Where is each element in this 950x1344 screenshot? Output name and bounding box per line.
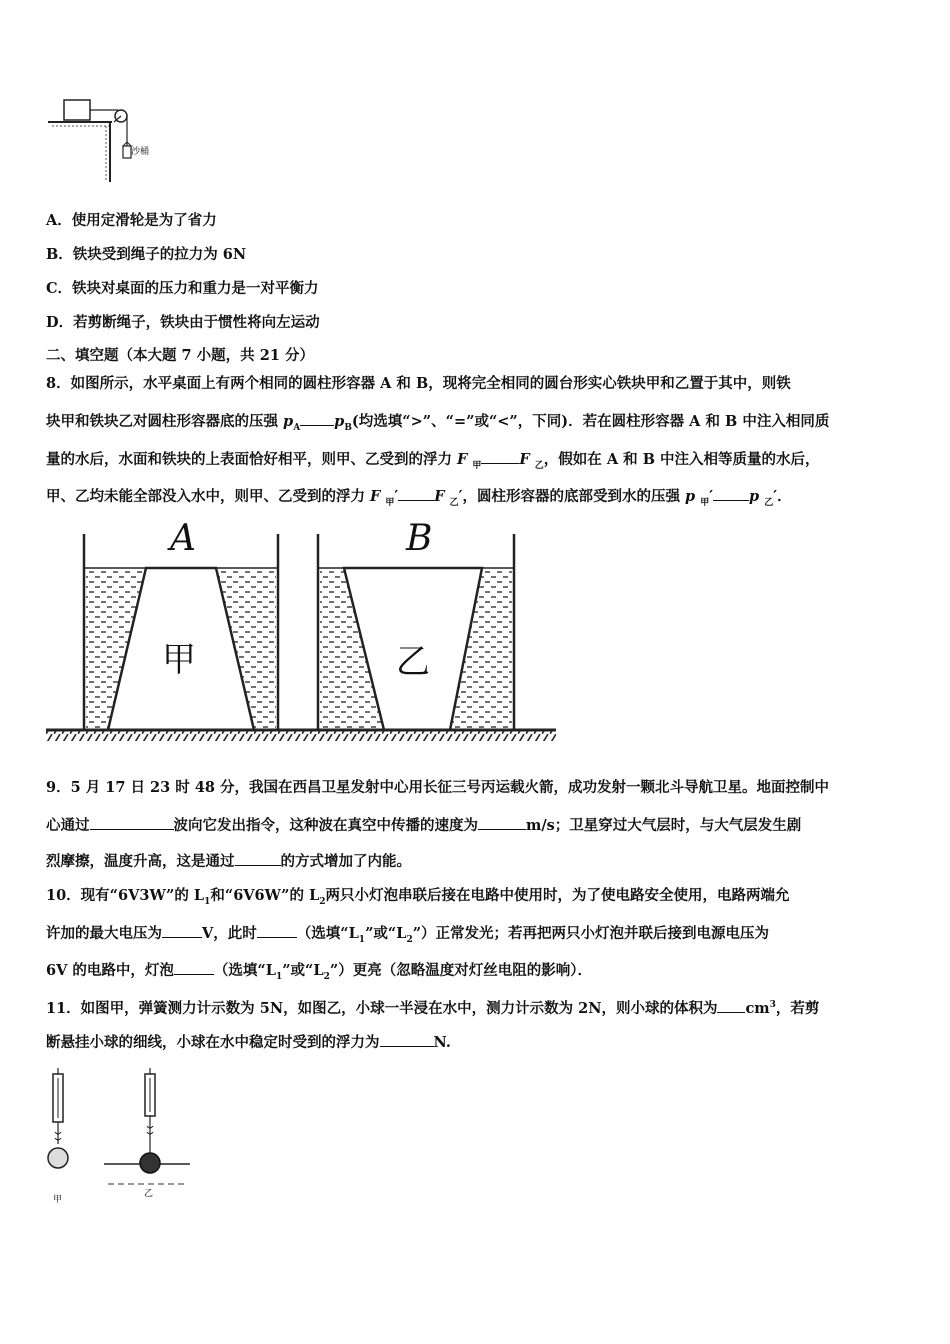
containers-figure: [46, 518, 558, 746]
spring-scale-diagram: [40, 1066, 200, 1206]
option-c: C．铁块对桌面的压力和重力是一对平衡力: [46, 280, 319, 297]
q10-blank-1[interactable]: [162, 923, 202, 938]
q11-blank-1[interactable]: [717, 998, 745, 1013]
q8-line-3: 量的水后，水面和铁块的上表面恰好相平，则甲、乙受到的浮力 F $_甲$ F $_乙$，假如在 A 和 B 中注入相等质量的水后，: [46, 451, 820, 471]
spring-jia-label: 甲: [53, 1195, 63, 1205]
containers-diagram: [46, 524, 558, 746]
q8-blank-2[interactable]: [481, 449, 519, 464]
option-a: A．使用定滑轮是为了省力: [46, 212, 217, 229]
q11-blank-2[interactable]: [380, 1032, 434, 1047]
q9-line-1: 9．5 月 17 日 23 时 48 分，我国在西昌卫星发射中心用长征三号丙运载火箭，成功发射一颗北斗导航卫星。地面控制中: [46, 779, 830, 796]
q10-line-2: 许加的最大电压为 V，此时 （选填“$L_1$”或“$L_2$”）正常发光；若再把两只小灯泡并联后接到电源电压为: [46, 925, 770, 945]
q9-line-2: 心通过 波向它发出指令，这种波在真空中传播的速度为 m/s；卫星穿过大气层时，与大气层发生剧: [46, 817, 802, 834]
q10-blank-3[interactable]: [174, 960, 214, 975]
q10-blank-2[interactable]: [257, 923, 297, 938]
q8-line-4: 甲、乙均未能全部没入水中，则甲、乙受到的浮力 F $_甲$′ F $_乙$′，圆柱形容器的底部受到水的压强 p $_甲$′ p $_乙$′．: [46, 488, 792, 508]
q8-blank-1[interactable]: [300, 411, 334, 426]
q8-blank-4[interactable]: [713, 486, 749, 501]
container-b-label: B: [406, 518, 433, 559]
block-yi-label: 乙: [396, 642, 430, 682]
option-b: B．铁块受到绳子的拉力为 6N: [46, 246, 247, 263]
q10-line-3: 6V 的电路中，灯泡 （选填“$L_1$”或“$L_2$”）更亮（忽略温度对灯丝电阻的影响）．: [46, 962, 592, 982]
spring-scale-figure: [40, 1066, 200, 1206]
spring-yi-label: 乙: [144, 1189, 154, 1199]
q8-blank-3[interactable]: [398, 486, 434, 501]
container-a-label: A: [170, 518, 196, 559]
q8-line-2: 块甲和铁块乙对圆柱形容器底的压强 $p_A$ $p_B$(均选填“>”、“=”或“<”，下同)．若在圆柱形容器 A 和 B 中注入相同质: [46, 413, 830, 433]
q11-line-2: 断悬挂小球的细线，小球在水中稳定时受到的浮力为 N.: [46, 1034, 451, 1051]
q9-line-3: 烈摩擦，温度升高，这是通过 的方式增加了内能。: [46, 853, 411, 870]
q9-blank-2[interactable]: [478, 815, 526, 830]
option-d: D．若剪断绳子，铁块由于惯性将向左运动: [46, 314, 320, 331]
q9-blank-1[interactable]: [90, 815, 174, 830]
block-jia-label: 甲: [162, 640, 196, 680]
pulley-figure: [44, 96, 174, 188]
q9-blank-3[interactable]: [235, 851, 281, 866]
q10-line-1: 10．现有“6V3W”的 $L_1$和“6V6W”的 $L_2$两只小灯泡串联后接在电路中使用时，为了使电路安全使用，电路两端允: [46, 887, 790, 907]
q8-line-1: 8．如图所示，水平桌面上有两个相同的圆柱形容器 A 和 B，现将完全相同的圆台形实心铁块甲和乙置于其中，则铁: [46, 375, 791, 392]
section-title: 二、填空题（本大题 7 小题，共 21 分）: [46, 347, 314, 364]
sand-bucket-label: 沙桶: [131, 147, 150, 157]
q11-line-1: 11．如图甲，弹簧测力计示数为 5N，如图乙，小球一半浸在水中，测力计示数为 2N，则小球的体积为 $cm^3$，若剪: [46, 999, 820, 1017]
pulley-diagram: [44, 96, 174, 188]
